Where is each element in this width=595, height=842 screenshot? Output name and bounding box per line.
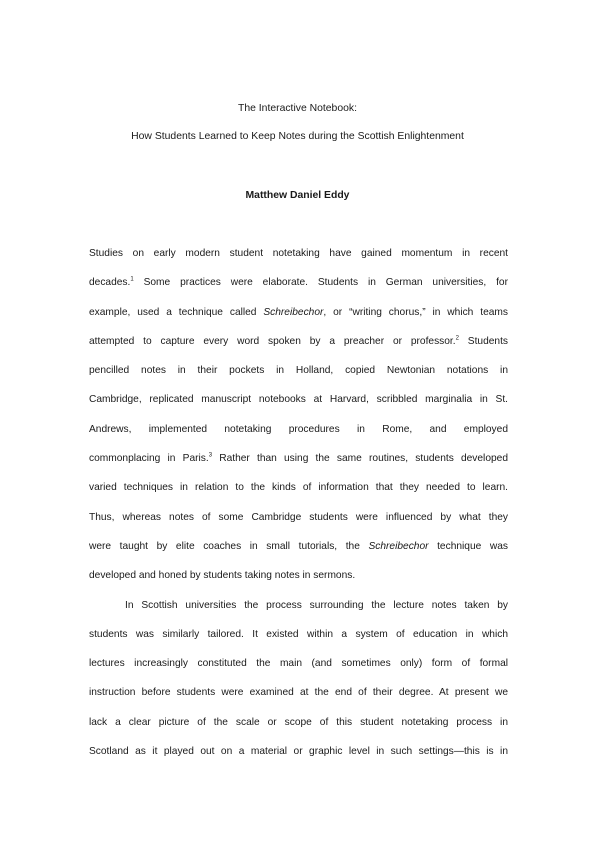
italic-term: Schreibechor xyxy=(368,540,429,552)
text-segment: commonplacing in Paris. xyxy=(89,453,209,465)
text-line: varied techniques in relation to the kinds of information that they needed to learn. xyxy=(89,482,508,494)
text-segment: were taught by elite coaches in small tutorials, the xyxy=(89,540,369,552)
text-line: students was similarly tailored. It existed within a system of education in which xyxy=(89,628,508,640)
footnote-ref-3: 3 xyxy=(208,452,213,459)
paper-subtitle: How Students Learned to Keep Notes during the Scottish Enlightenment xyxy=(131,131,464,142)
text-segment: Students xyxy=(458,335,509,347)
footnote-ref-2: 2 xyxy=(455,335,459,342)
text-line: developed and honed by students taking notes in sermons. xyxy=(89,570,356,582)
text-segment: decades. xyxy=(89,277,131,289)
text-line: In Scottish universities the process surrounding the lecture notes taken by xyxy=(125,599,508,611)
text-segment: attempted to capture every word spoken by a preacher or professor. xyxy=(89,335,456,347)
text-line xyxy=(89,532,508,561)
text-line: lectures increasingly constituted the main (and sometimes only) form of formal xyxy=(89,658,508,670)
text-segment: Some practices were elaborate. Students in German universities, for xyxy=(133,277,508,289)
paper-title: The Interactive Notebook: xyxy=(238,103,357,114)
body-text xyxy=(89,239,508,766)
italic-term: Schreibechor xyxy=(263,306,324,318)
text-line: instruction before students were examined at the end of their degree. At present we xyxy=(89,687,508,699)
text-line: Cambridge, replicated manuscript notebooks at Harvard, scribbled marginalia in St. xyxy=(89,394,508,406)
text-line: Studies on early modern student notetaking have gained momentum in recent xyxy=(89,248,508,259)
text-line xyxy=(89,298,508,327)
text-line: Scotland as it played out on a material or graphic level in such settings—this is in xyxy=(89,746,508,758)
footnote-ref-1: 1 xyxy=(130,276,134,283)
text-line: lack a clear picture of the scale or scope of this student notetaking process in xyxy=(89,716,508,728)
text-line xyxy=(89,268,508,297)
paragraph-2 xyxy=(89,591,508,767)
text-segment: Rather than using the same routines, students developed xyxy=(212,453,508,465)
text-segment: , or “writing chorus,” in which teams xyxy=(323,306,508,318)
text-segment: technique was xyxy=(428,540,508,552)
text-line: Thus, whereas notes of some Cambridge students were influenced by what they xyxy=(89,511,508,523)
text-line xyxy=(89,444,508,473)
paper-author: Matthew Daniel Eddy xyxy=(245,190,350,201)
text-line: pencilled notes in their pockets in Holland, copied Newtonian notations in xyxy=(89,365,508,377)
text-line: Andrews, implemented notetaking procedures in Rome, and employed xyxy=(89,423,508,435)
paragraph-1 xyxy=(89,239,508,591)
text-line xyxy=(89,327,508,356)
text-segment: example, used a technique called xyxy=(89,306,264,318)
